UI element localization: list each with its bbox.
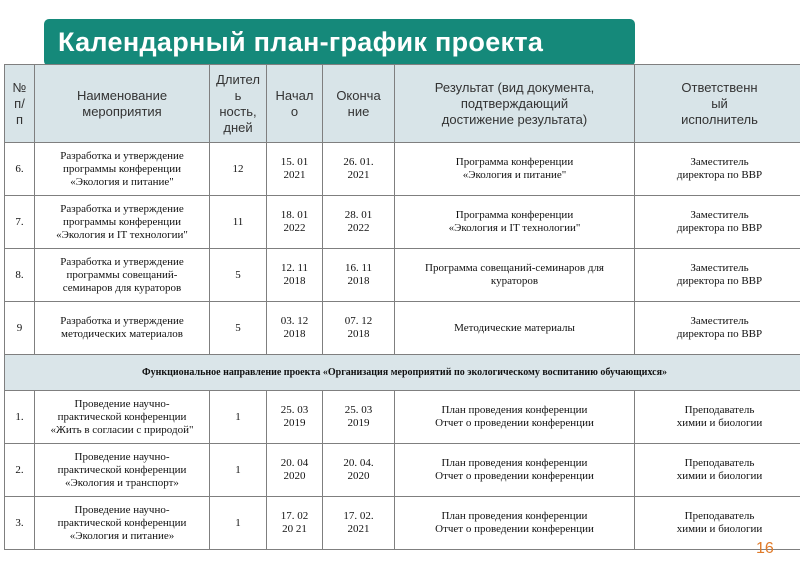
duration-days: 1 xyxy=(210,391,267,444)
table-header-row xyxy=(5,65,800,143)
result-document: План проведения конференции Отчет о проведении конференции xyxy=(395,497,635,550)
table-row xyxy=(5,143,800,196)
schedule-table xyxy=(4,64,800,550)
row-number: 2. xyxy=(5,444,35,497)
start-date: 17. 02 20 21 xyxy=(267,497,323,550)
responsible-person: Преподаватель химии и биологии xyxy=(635,391,800,444)
responsible-person: Заместитель директора по ВВР xyxy=(635,143,800,196)
duration-days: 5 xyxy=(210,302,267,355)
table-row xyxy=(5,196,800,249)
responsible-person: Заместитель директора по ВВР xyxy=(635,302,800,355)
responsible-person: Преподаватель химии и биологии xyxy=(635,497,800,550)
activity-name: Разработка и утверждение программы совещаний- семинаров для кураторов xyxy=(35,249,210,302)
table-row xyxy=(5,444,800,497)
column-header-number: № п/ п xyxy=(5,65,35,143)
activity-name: Проведение научно- практической конференции «Экология и транспорт» xyxy=(35,444,210,497)
end-date: 28. 01 2022 xyxy=(323,196,395,249)
duration-days: 11 xyxy=(210,196,267,249)
result-document: Программа конференции «Экология и питание" xyxy=(395,143,635,196)
duration-days: 1 xyxy=(210,444,267,497)
page-title: Календарный план-график проекта xyxy=(58,27,544,57)
responsible-person: Заместитель директора по ВВР xyxy=(635,249,800,302)
title-bar xyxy=(44,19,635,66)
column-header-result: Результат (вид документа, подтверждающий достижение результата) xyxy=(395,65,635,143)
end-date: 25. 03 2019 xyxy=(323,391,395,444)
column-header-end: Оконча ние xyxy=(323,65,395,143)
table-row xyxy=(5,249,800,302)
row-number: 6. xyxy=(5,143,35,196)
column-header-responsible: Ответственн ый исполнитель xyxy=(635,65,800,143)
result-document: План проведения конференции Отчет о проведении конференции xyxy=(395,444,635,497)
result-document: План проведения конференции Отчет о проведении конференции xyxy=(395,391,635,444)
table-row xyxy=(5,302,800,355)
table-row xyxy=(5,391,800,444)
end-date: 26. 01. 2021 xyxy=(323,143,395,196)
start-date: 20. 04 2020 xyxy=(267,444,323,497)
responsible-person: Заместитель директора по ВВР xyxy=(635,196,800,249)
start-date: 03. 12 2018 xyxy=(267,302,323,355)
row-number: 8. xyxy=(5,249,35,302)
result-document: Методические материалы xyxy=(395,302,635,355)
result-document: Программа совещаний-семинаров для кураторов xyxy=(395,249,635,302)
activity-name: Разработка и утверждение программы конференции «Экология и IT технологии" xyxy=(35,196,210,249)
row-number: 3. xyxy=(5,497,35,550)
duration-days: 12 xyxy=(210,143,267,196)
column-header-start: Начал о xyxy=(267,65,323,143)
page-number: 16 xyxy=(756,540,774,557)
start-date: 12. 11 2018 xyxy=(267,249,323,302)
end-date: 07. 12 2018 xyxy=(323,302,395,355)
row-number: 1. xyxy=(5,391,35,444)
responsible-person: Преподаватель химии и биологии xyxy=(635,444,800,497)
start-date: 15. 01 2021 xyxy=(267,143,323,196)
result-document: Программа конференции «Экология и IT технологии" xyxy=(395,196,635,249)
start-date: 18. 01 2022 xyxy=(267,196,323,249)
column-header-name: Наименование мероприятия xyxy=(35,65,210,143)
start-date: 25. 03 2019 xyxy=(267,391,323,444)
activity-name: Проведение научно- практической конференции «Жить в согласии с природой" xyxy=(35,391,210,444)
column-header-duration: Длител ь ность, дней xyxy=(210,65,267,143)
end-date: 17. 02. 2021 xyxy=(323,497,395,550)
section-title: Функциональное направление проекта «Организация мероприятий по экологическому воспитанию обучающихся» xyxy=(5,355,800,391)
row-number: 9 xyxy=(5,302,35,355)
activity-name: Разработка и утверждение методических материалов xyxy=(35,302,210,355)
table-row xyxy=(5,497,800,550)
duration-days: 5 xyxy=(210,249,267,302)
end-date: 20. 04. 2020 xyxy=(323,444,395,497)
activity-name: Разработка и утверждение программы конференции «Экология и питание" xyxy=(35,143,210,196)
activity-name: Проведение научно- практической конференции «Экология и питание» xyxy=(35,497,210,550)
end-date: 16. 11 2018 xyxy=(323,249,395,302)
row-number: 7. xyxy=(5,196,35,249)
section-row xyxy=(5,355,800,391)
duration-days: 1 xyxy=(210,497,267,550)
